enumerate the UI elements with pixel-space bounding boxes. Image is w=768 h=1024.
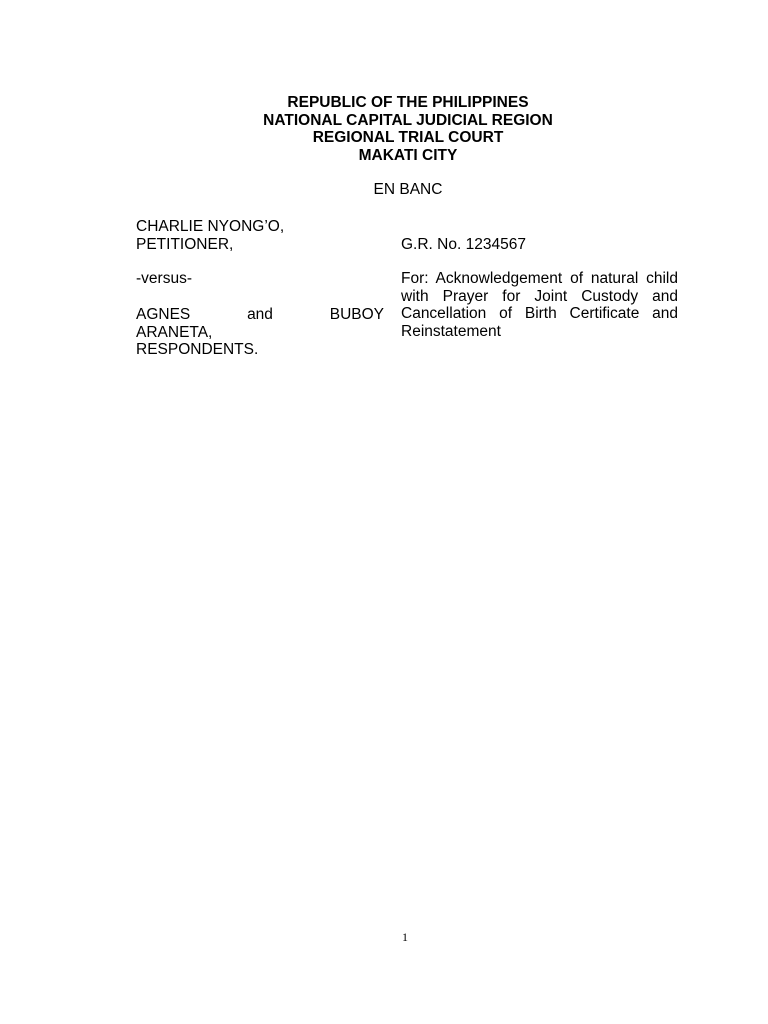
court-header (0, 94, 768, 164)
header-city: MAKATI CITY (358, 146, 458, 164)
versus-label: -versus- (136, 270, 192, 287)
petitioner-name: CHARLIE NYONG’O, (136, 218, 285, 235)
respondents-names-line (136, 306, 384, 324)
nature-of-action: For: Acknowledgement of natural child with Prayer for Joint Custody and Cancellation of Birth Certificate and Reinstatement (401, 270, 678, 340)
respondents-block (136, 306, 384, 359)
case-number: G.R. No. 1234567 (401, 236, 526, 253)
header-court: REGIONAL TRIAL COURT (312, 129, 504, 146)
respondent-conjunction: and (247, 306, 273, 323)
division-label: EN BANC (373, 181, 443, 198)
respondent-surname: ARANETA, (136, 323, 213, 341)
respondent-second-name: BUBOY (329, 306, 384, 323)
respondents-role: RESPONDENTS. (136, 341, 259, 358)
petitioner-block (136, 218, 384, 253)
header-judicial-region: NATIONAL CAPITAL JUDICIAL REGION (263, 111, 553, 129)
petitioner-role: PETITIONER, (136, 235, 234, 253)
header-republic: REPUBLIC OF THE PHILIPPINES (287, 94, 529, 111)
page-number: 1 (402, 930, 408, 944)
respondent-first-name: AGNES (136, 306, 191, 323)
